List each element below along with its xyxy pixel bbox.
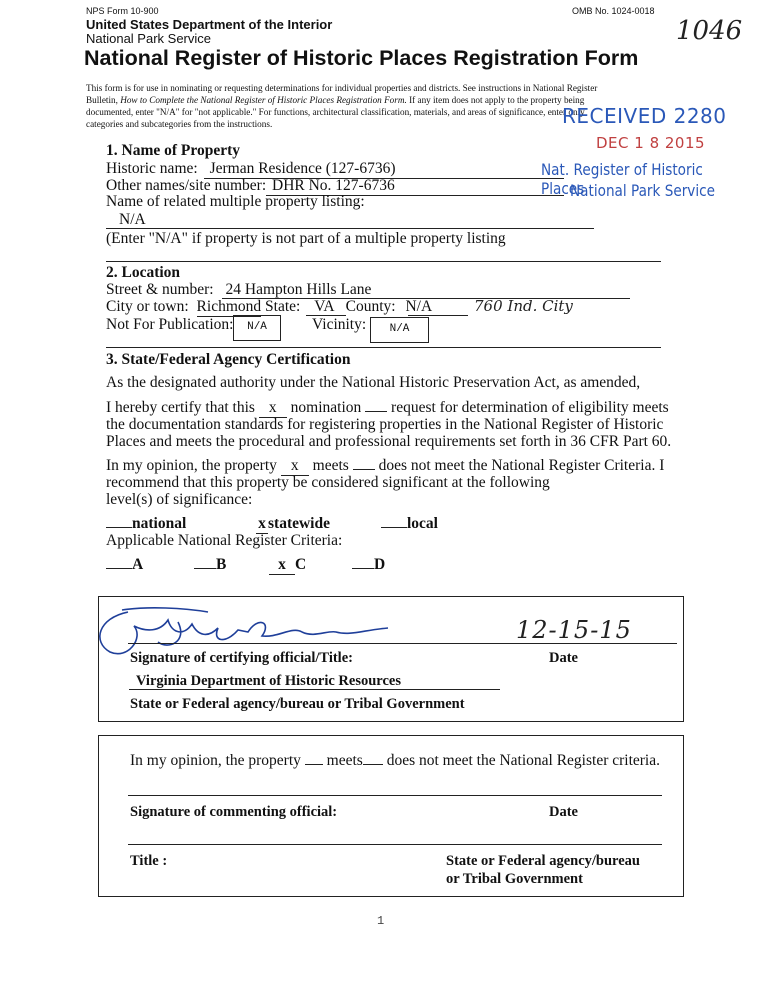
- statewide-checkbox[interactable]: x: [256, 515, 268, 534]
- criteria-label: Applicable National Register Criteria:: [106, 532, 343, 549]
- section-2-heading: 2. Location: [106, 264, 181, 281]
- county-label: County:: [345, 298, 396, 315]
- level-statewide: x statewide: [256, 515, 330, 534]
- criterion-a-checkbox[interactable]: [106, 568, 132, 569]
- comment-meets-checkbox[interactable]: [305, 764, 323, 765]
- multiple-listing-note: (Enter "N/A" if property is not part of a multiple property listing: [106, 230, 506, 247]
- street-label: Street & number:: [106, 281, 214, 298]
- meets-checkbox[interactable]: x: [281, 457, 309, 476]
- omb-number: OMB No. 1024-0018: [572, 6, 655, 16]
- criterion-d-checkbox[interactable]: [352, 568, 374, 569]
- national-checkbox[interactable]: [106, 527, 132, 528]
- certify-line-2: the documentation standards for registering properties in the National Register of Historic: [106, 416, 664, 433]
- related-listing-value[interactable]: N/A: [119, 211, 146, 228]
- state-value[interactable]: VA: [314, 298, 334, 315]
- historic-name-row: [106, 160, 396, 178]
- park-service-stamp: National Park Service: [570, 181, 715, 200]
- certifying-agency-value[interactable]: Virginia Department of Historic Resources: [136, 673, 401, 689]
- vicinity-field[interactable]: N/A: [370, 317, 429, 343]
- not-for-publication-label: Not For Publication:: [106, 316, 234, 333]
- instructions-text: [86, 82, 597, 130]
- commenting-agency-label-1: State or Federal agency/bureau: [446, 853, 640, 869]
- related-listing-label: Name of related multiple property listing:: [106, 193, 365, 210]
- certifying-signature-label: Signature of certifying official/Title:: [130, 650, 353, 666]
- instructions-line: documented, enter "N/A" for "not applicable." For functions, architectural classification, materials, and areas of significance, enter only: [86, 107, 585, 117]
- local-checkbox[interactable]: [381, 527, 407, 528]
- instructions-line: categories and subcategories from the instructions.: [86, 119, 273, 129]
- vicinity-label: Vicinity:: [312, 316, 367, 333]
- certify-line: I hereby certify that this x nomination request for determination of eligibility meets: [106, 399, 669, 416]
- commenting-date-label: Date: [549, 804, 578, 820]
- section-1-heading: 1. Name of Property: [106, 142, 241, 159]
- form-title: National Register of Historic Places Registration Form: [84, 46, 639, 70]
- city-label: City or town:: [106, 298, 189, 315]
- instructions-line: This form is for use in nominating or requesting determinations for individual properties and districts. See instructions in National Register: [86, 83, 598, 93]
- criterion-b: B: [194, 556, 226, 574]
- page-number: 1: [377, 914, 385, 928]
- criterion-a: A: [106, 556, 143, 574]
- service-name: National Park Service: [86, 31, 211, 46]
- does-not-meet-checkbox[interactable]: [353, 469, 375, 470]
- commenting-title-label: Title :: [130, 853, 168, 869]
- received-stamp: RECEIVED 2280: [562, 104, 727, 128]
- received-date-stamp: DEC 1 8 2015: [596, 134, 706, 152]
- instructions-line: Bulletin, How to Complete the National Register of Historic Places Registration Form. If any item does not apply to the property being: [86, 95, 585, 105]
- certification-date-handwritten: 12-15-15: [516, 616, 632, 644]
- criterion-d: D: [352, 556, 385, 574]
- opinion-line-3: level(s) of significance:: [106, 491, 253, 508]
- level-national: national: [106, 515, 186, 533]
- historic-name-label: Historic name:: [106, 160, 198, 177]
- comment-opinion-line: In my opinion, the property meets does not meet the National Register criteria.: [130, 752, 660, 769]
- state-label: State:: [265, 298, 301, 315]
- nomination-checkbox[interactable]: x: [259, 399, 287, 418]
- county-handwritten-note: 760 Ind. City: [474, 297, 573, 315]
- section-3-heading: 3. State/Federal Agency Certification: [106, 351, 351, 368]
- comment-does-not-meet-checkbox[interactable]: [363, 764, 383, 765]
- criterion-b-checkbox[interactable]: [194, 568, 216, 569]
- commenting-signature-label: Signature of commenting official:: [130, 804, 338, 820]
- street-value[interactable]: 24 Hampton Hills Lane: [225, 281, 372, 298]
- certify-line-3: Places and meets the procedural and professional requirements set forth in 36 CFR Part 60.: [106, 433, 672, 450]
- opinion-line-2: recommend that this property be considered significant at the following: [106, 474, 550, 491]
- certifying-date-label: Date: [549, 650, 578, 666]
- criterion-c-checkbox[interactable]: x: [269, 556, 295, 575]
- department-name: United States Department of the Interior: [86, 17, 333, 32]
- commenting-agency-label-2: or Tribal Government: [446, 871, 583, 887]
- not-for-publication-field[interactable]: N/A: [233, 315, 281, 341]
- county-value[interactable]: N/A: [405, 298, 433, 315]
- city-value[interactable]: Richmond: [196, 298, 262, 315]
- certifying-agency-label: State or Federal agency/bureau or Tribal Government: [130, 696, 465, 712]
- request-checkbox[interactable]: [365, 411, 387, 412]
- form-number: NPS Form 10-900: [86, 6, 159, 16]
- criterion-c: x C: [269, 556, 306, 575]
- opinion-line: In my opinion, the property x meets does not meet the National Register Criteria. I: [106, 457, 665, 474]
- register-stamp: Nat. Register of Historic Places: [541, 160, 703, 198]
- level-local: local: [381, 515, 438, 533]
- authority-text: As the designated authority under the National Historic Preservation Act, as amended,: [106, 374, 641, 391]
- handwritten-reference: 1046: [676, 16, 743, 46]
- other-names-value[interactable]: DHR No. 127-6736: [272, 177, 395, 194]
- other-names-label: Other names/site number:: [106, 177, 267, 194]
- street-row: [106, 281, 371, 299]
- historic-name-value[interactable]: Jerman Residence (127-6736): [209, 160, 396, 177]
